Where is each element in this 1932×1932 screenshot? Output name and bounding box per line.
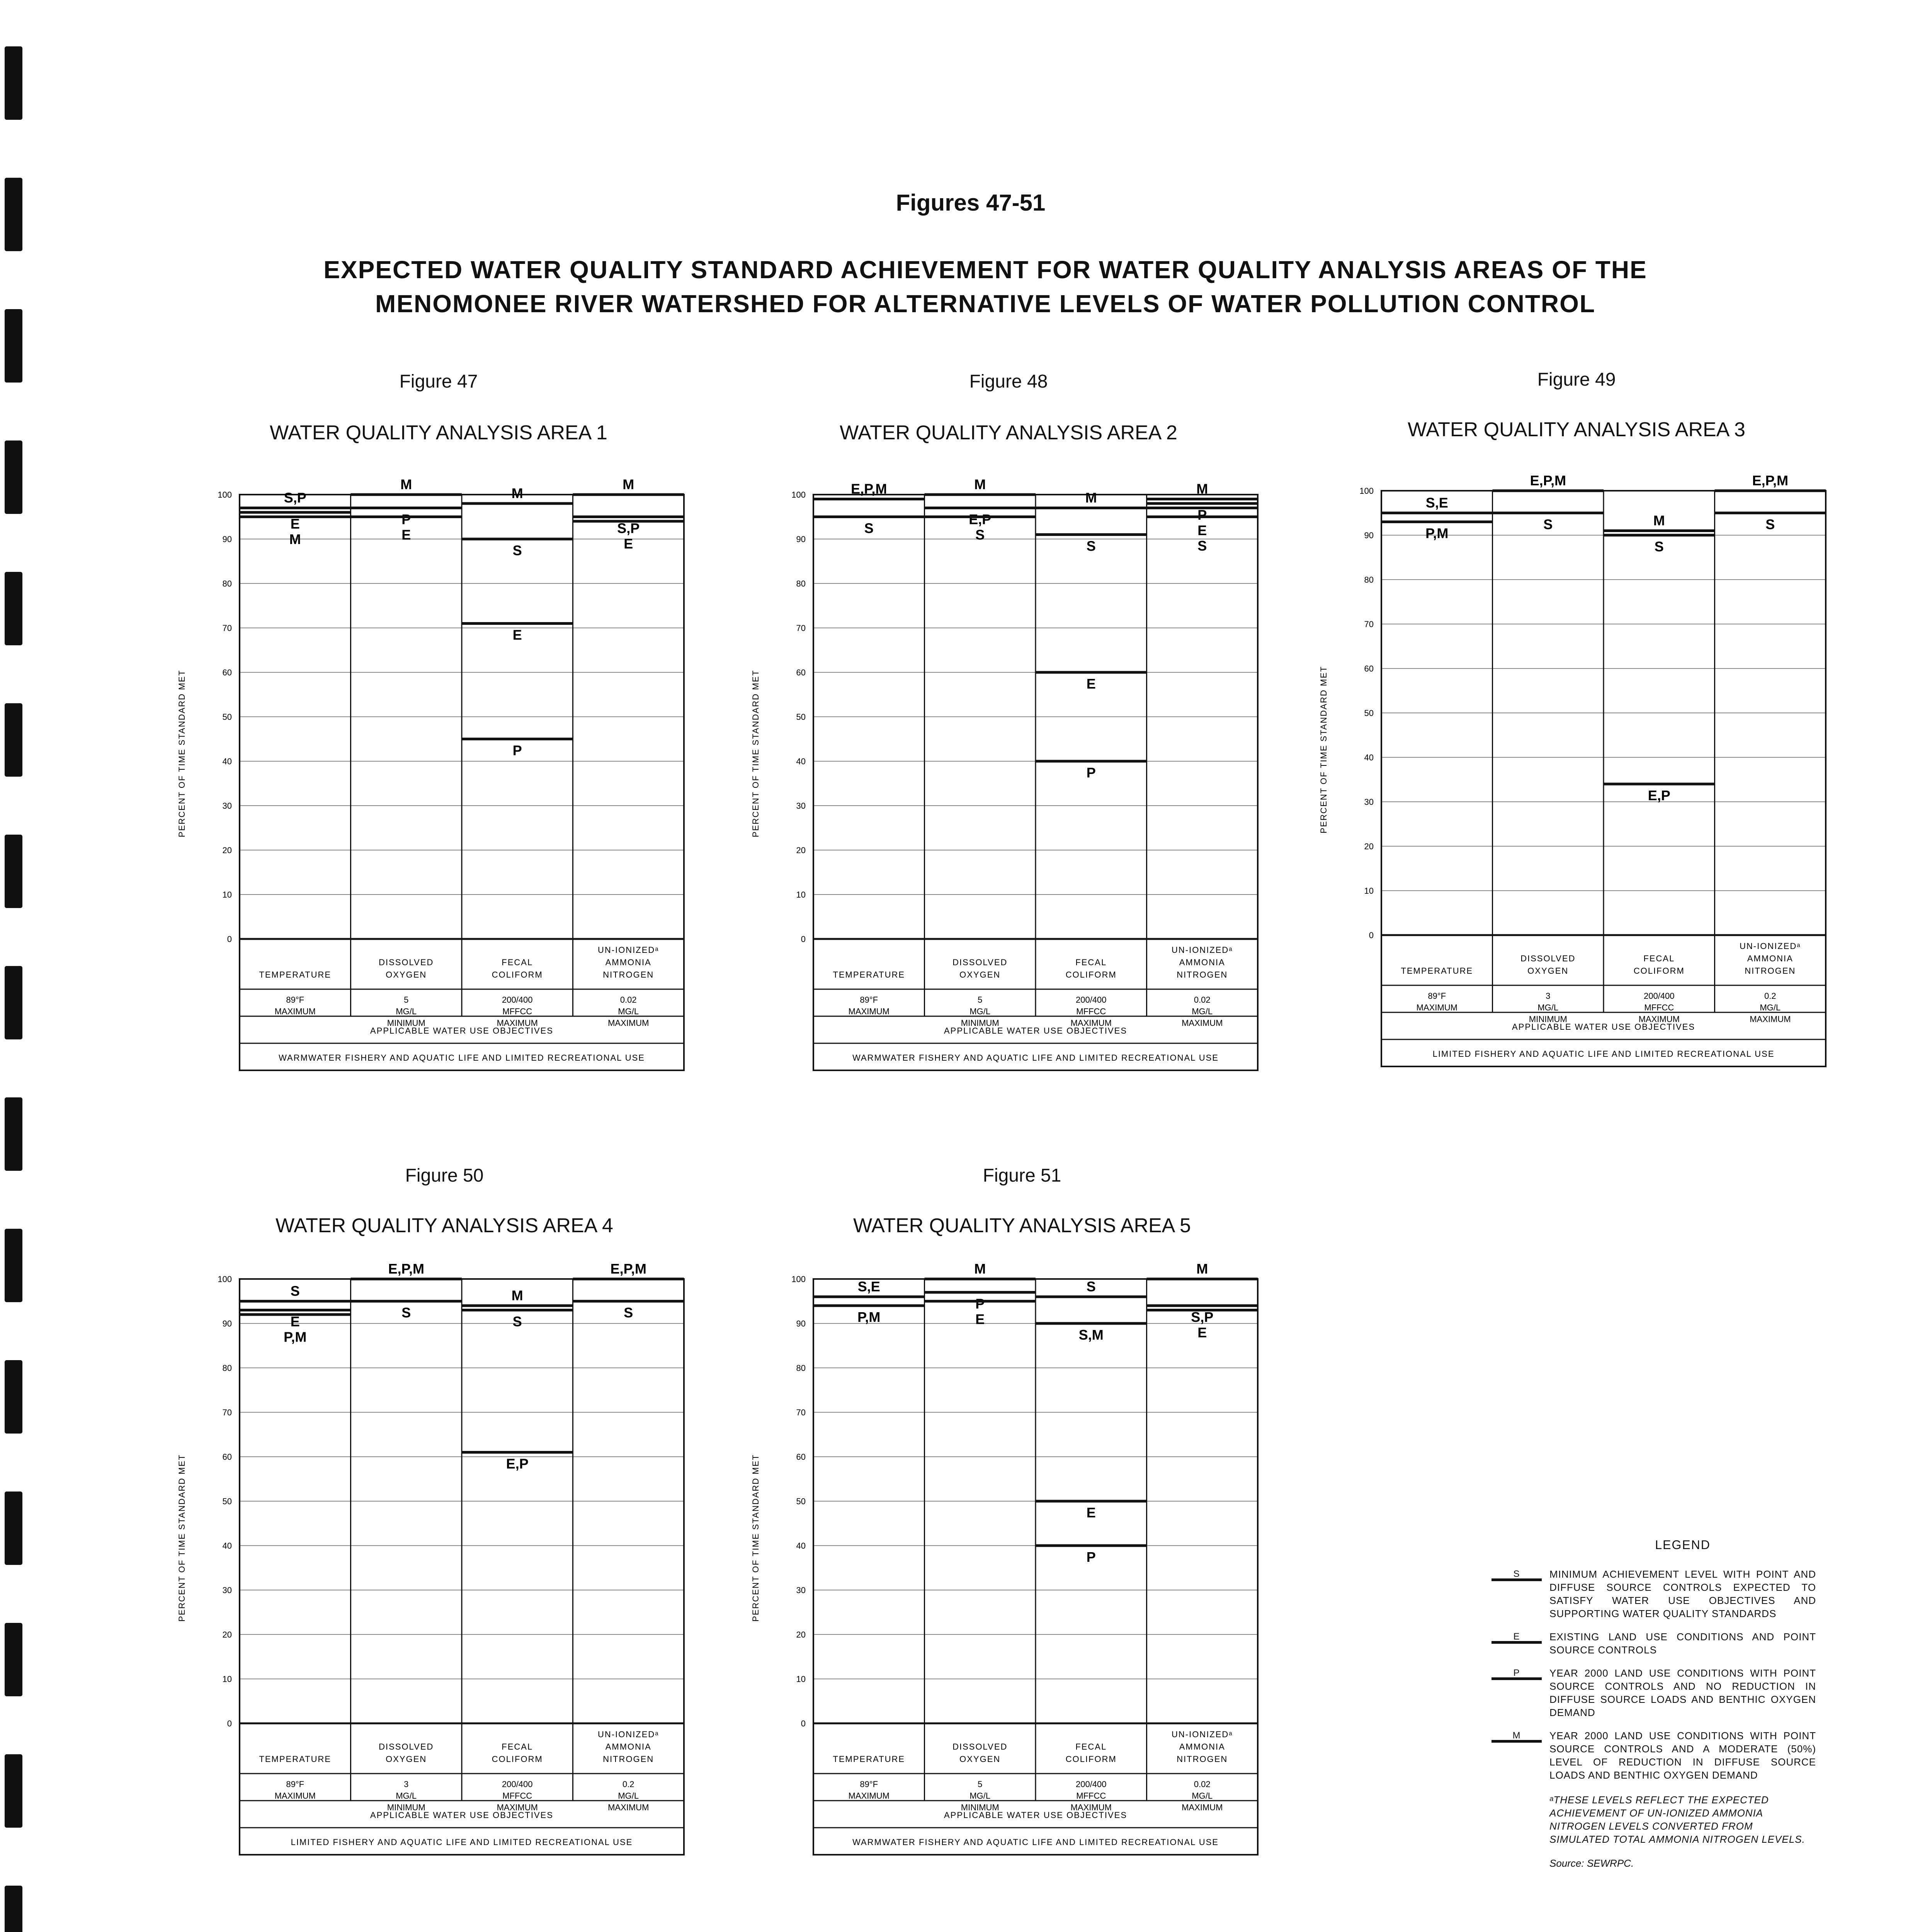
category-label: OXYGEN (386, 970, 427, 980)
objective-label: MG/L (1192, 1007, 1213, 1016)
level-label: S (512, 543, 522, 558)
objective-label: MG/L (1192, 1791, 1213, 1801)
category-label: TEMPERATURE (259, 970, 332, 980)
objective-label: 5 (978, 1779, 983, 1789)
binder-hole (5, 1097, 22, 1171)
category-label: NITROGEN (1177, 1754, 1228, 1764)
category-label: COLIFORM (492, 970, 543, 980)
footer-use-label: WARMWATER FISHERY AND AQUATIC LIFE AND LIMITED RECREATIONAL USE (852, 1053, 1219, 1063)
legend-symbol: S (1513, 1569, 1520, 1579)
footer-objectives-label: APPLICABLE WATER USE OBJECTIVES (370, 1810, 553, 1820)
binder-hole (5, 309, 22, 383)
objective-label: MAXIMUM (274, 1007, 316, 1016)
y-tick-label: 50 (222, 1497, 232, 1506)
legend-line-icon (1492, 1740, 1542, 1743)
footer-objectives-label: APPLICABLE WATER USE OBJECTIVES (370, 1026, 553, 1036)
level-label: M (974, 1261, 986, 1277)
legend-symbol: E (1513, 1631, 1520, 1642)
y-tick-label: 10 (1364, 886, 1374, 896)
objective-label: MINIMUM (1529, 1014, 1567, 1024)
objective-label: MAXIMUM (608, 1018, 649, 1028)
legend-source: Source: SEWRPC. (1549, 1857, 1634, 1869)
y-tick-label: 20 (796, 1630, 806, 1639)
level-label: E,P (969, 511, 992, 527)
binder-hole (5, 1623, 22, 1696)
category-label: UN-IONIZEDᵃ (597, 1730, 659, 1739)
y-tick-label: 20 (222, 1630, 232, 1639)
objective-label: 200/400 (502, 995, 533, 1005)
y-axis-label: PERCENT OF TIME STANDARD MET (177, 670, 187, 837)
y-tick-label: 0 (801, 1719, 806, 1728)
legend-title: LEGEND (1655, 1538, 1711, 1552)
level-label: E,P (506, 1456, 529, 1472)
figure-subtitle: WATER QUALITY ANALYSIS AREA 3 (1408, 418, 1745, 441)
footer-use-label: LIMITED FISHERY AND AQUATIC LIFE AND LIMITED RECREATIONAL USE (1432, 1049, 1775, 1059)
level-label: S (864, 520, 874, 536)
y-axis-label: PERCENT OF TIME STANDARD MET (751, 1454, 760, 1622)
objective-label: 89°F (1428, 991, 1446, 1001)
y-tick-label: 0 (227, 1719, 232, 1728)
level-label: E (512, 627, 522, 643)
main-title-line1: EXPECTED WATER QUALITY STANDARD ACHIEVEMENT FOR WATER QUALITY ANALYSIS AREAS OF THE (323, 256, 1647, 284)
category-label: UN-IONIZEDᵃ (1171, 945, 1233, 955)
objective-label: MINIMUM (387, 1018, 425, 1028)
main-title-line2: MENOMONEE RIVER WATERSHED FOR ALTERNATIVE LEVELS OF WATER POLLUTION CONTROL (375, 290, 1595, 318)
level-label: E (624, 536, 633, 552)
objective-label: MAXIMUM (1070, 1018, 1112, 1028)
objective-label: MG/L (969, 1007, 991, 1016)
level-label: S (1543, 516, 1553, 532)
y-tick-label: 0 (227, 934, 232, 944)
chart-area-5 (744, 1260, 1254, 1886)
y-tick-label: 90 (1364, 531, 1374, 540)
objective-label: MFFCC (1644, 1003, 1674, 1012)
y-tick-label: 80 (1364, 575, 1374, 585)
objective-label: MAXIMUM (1182, 1803, 1223, 1812)
figure-label: Figure 51 (983, 1165, 1061, 1186)
y-tick-label: 100 (791, 490, 806, 500)
category-label: UN-IONIZEDᵃ (1171, 1730, 1233, 1739)
binder-hole (5, 1754, 22, 1828)
category-label: NITROGEN (1177, 970, 1228, 980)
category-label: AMMONIA (1179, 957, 1225, 967)
level-label: P (975, 1296, 985, 1312)
level-label: E,P,M (610, 1261, 646, 1277)
y-tick-label: 10 (796, 890, 806, 900)
y-tick-label: 70 (796, 1408, 806, 1417)
category-label: FECAL (1643, 954, 1675, 963)
objective-label: MINIMUM (961, 1018, 999, 1028)
y-tick-label: 60 (222, 1452, 232, 1462)
objective-label: MG/L (1537, 1003, 1559, 1012)
level-label: P (401, 511, 411, 527)
y-tick-label: 20 (222, 845, 232, 855)
level-label: S,P (1191, 1309, 1214, 1325)
legend-text: YEAR 2000 LAND USE CONDITIONS WITH POINT SOURCE CONTROLS AND NO REDUCTION IN DIFFUSE SOURCE LOADS AND BENTHIC OXYGEN DEMAND (1549, 1667, 1816, 1718)
level-label: S,E (1425, 495, 1448, 511)
chart-area-2 (744, 475, 1254, 1101)
y-tick-label: 90 (796, 1319, 806, 1328)
figure-subtitle: WATER QUALITY ANALYSIS AREA 5 (853, 1214, 1191, 1237)
y-axis-label: PERCENT OF TIME STANDARD MET (1319, 666, 1328, 833)
objective-label: MAXIMUM (1182, 1018, 1223, 1028)
level-label: P (512, 742, 522, 759)
category-label: AMMONIA (1747, 954, 1793, 963)
y-tick-label: 30 (222, 1585, 232, 1595)
level-label: E (1086, 676, 1096, 692)
y-tick-label: 40 (796, 757, 806, 766)
chart-area-3 (1312, 471, 1822, 1097)
level-label: P,M (284, 1329, 307, 1345)
category-label: COLIFORM (1065, 970, 1117, 980)
y-tick-label: 10 (796, 1674, 806, 1684)
y-tick-label: 50 (796, 1497, 806, 1506)
objective-label: 200/400 (1643, 991, 1675, 1001)
level-label: E (401, 527, 411, 543)
level-label: S (975, 527, 985, 543)
level-label: M (1653, 512, 1665, 529)
level-label: E (1197, 522, 1207, 538)
y-tick-label: 20 (1364, 842, 1374, 851)
objective-label: MAXIMUM (848, 1007, 889, 1016)
y-tick-label: 10 (222, 890, 232, 900)
y-tick-label: 80 (222, 1363, 232, 1373)
level-label: S,E (857, 1279, 880, 1294)
objective-label: 89°F (286, 995, 304, 1005)
objective-label: 0.02 (1194, 995, 1211, 1005)
objective-label: 89°F (860, 995, 878, 1005)
objective-label: MAXIMUM (497, 1803, 538, 1812)
category-label: DISSOLVED (1520, 954, 1576, 963)
legend-item-s (1492, 1568, 1816, 1620)
objective-label: MAXIMUM (848, 1791, 889, 1801)
category-label: OXYGEN (959, 970, 1001, 980)
objective-label: 200/400 (502, 1779, 533, 1789)
figure-label: Figure 50 (405, 1165, 484, 1186)
category-label: AMMONIA (1179, 1742, 1225, 1752)
y-tick-label: 0 (1369, 930, 1374, 940)
category-label: COLIFORM (1633, 966, 1685, 976)
y-tick-label: 100 (1359, 486, 1374, 496)
binder-hole (5, 1886, 22, 1932)
category-label: UN-IONIZEDᵃ (597, 945, 659, 955)
category-label: AMMONIA (605, 1742, 651, 1752)
footer-use-label: WARMWATER FISHERY AND AQUATIC LIFE AND LIMITED RECREATIONAL USE (279, 1053, 645, 1063)
objective-label: MFFCC (1076, 1791, 1106, 1801)
level-label: S (1197, 538, 1207, 554)
category-label: UN-IONIZEDᵃ (1739, 941, 1801, 951)
level-label: M (400, 476, 412, 492)
category-label: DISSOLVED (952, 1742, 1008, 1752)
binder-hole (5, 440, 22, 514)
legend (1492, 1538, 1816, 1869)
legend-text: MINIMUM ACHIEVEMENT LEVEL WITH POINT AND DIFFUSE SOURCE CONTROLS EXPECTED TO SATISFY WATER USE OBJECTIVES AND SUPPORTING WATER QUALITY STANDARDS (1549, 1568, 1816, 1619)
level-label: M (974, 476, 986, 492)
y-tick-label: 40 (1364, 753, 1374, 762)
category-label: DISSOLVED (952, 957, 1008, 967)
y-tick-label: 30 (1364, 797, 1374, 807)
footer-objectives-label: APPLICABLE WATER USE OBJECTIVES (944, 1026, 1127, 1036)
objective-label: MINIMUM (387, 1803, 425, 1812)
legend-item-e (1492, 1630, 1816, 1656)
category-label: NITROGEN (603, 970, 654, 980)
y-tick-label: 0 (801, 934, 806, 944)
level-label: E (1086, 1505, 1096, 1520)
y-tick-label: 70 (1364, 619, 1374, 629)
y-tick-label: 30 (796, 1585, 806, 1595)
category-label: FECAL (1075, 1742, 1107, 1752)
y-tick-label: 80 (796, 579, 806, 588)
level-label: S (401, 1304, 411, 1321)
objective-label: MAXIMUM (1750, 1014, 1791, 1024)
y-tick-label: 90 (222, 1319, 232, 1328)
y-tick-label: 70 (222, 623, 232, 633)
y-axis-label: PERCENT OF TIME STANDARD MET (751, 670, 760, 837)
binder-hole (5, 835, 22, 908)
level-label: S (1086, 1279, 1096, 1294)
y-tick-label: 40 (222, 757, 232, 766)
category-label: AMMONIA (605, 957, 651, 967)
objective-label: MG/L (1760, 1003, 1781, 1012)
objective-label: MAXIMUM (608, 1803, 649, 1812)
y-tick-label: 50 (222, 712, 232, 722)
objective-label: MFFCC (502, 1791, 532, 1801)
footer-use-label: WARMWATER FISHERY AND AQUATIC LIFE AND LIMITED RECREATIONAL USE (852, 1837, 1219, 1847)
objective-label: MINIMUM (961, 1803, 999, 1812)
category-label: OXYGEN (1527, 966, 1569, 976)
legend-line-icon (1492, 1641, 1542, 1644)
level-label: E,P,M (1530, 473, 1566, 488)
chart-area-4 (170, 1260, 680, 1886)
y-axis-label: PERCENT OF TIME STANDARD MET (177, 1454, 187, 1622)
category-label: COLIFORM (1065, 1754, 1117, 1764)
legend-symbol: M (1512, 1730, 1521, 1741)
y-tick-label: 50 (1364, 708, 1374, 718)
level-label: M (289, 531, 301, 547)
legend-line-icon (1492, 1677, 1542, 1680)
objective-label: 3 (404, 1779, 409, 1789)
level-label: M (622, 476, 634, 492)
level-label: E,P (1648, 787, 1670, 803)
level-label: P,M (1425, 525, 1449, 541)
level-label: S (624, 1304, 633, 1321)
objective-label: MFFCC (1076, 1007, 1106, 1016)
legend-note: ᵃTHESE LEVELS REFLECT THE EXPECTED ACHIEVEMENT OF UN-IONIZED AMMONIA NITROGEN LEVELS CONVERTED FROM SIMULATED TOTAL AMMONIA NITROGEN LEVELS. (1549, 1794, 1805, 1845)
objective-label: 3 (1546, 991, 1551, 1001)
category-label: OXYGEN (959, 1754, 1001, 1764)
y-tick-label: 100 (218, 490, 232, 500)
legend-item-m (1492, 1729, 1816, 1782)
y-tick-label: 90 (222, 534, 232, 544)
y-tick-label: 60 (796, 1452, 806, 1462)
y-tick-label: 100 (218, 1274, 232, 1284)
binder-hole (5, 966, 22, 1039)
y-tick-label: 60 (222, 668, 232, 677)
footer-objectives-label: APPLICABLE WATER USE OBJECTIVES (944, 1810, 1127, 1820)
y-tick-label: 30 (222, 801, 232, 811)
level-label: M (1196, 481, 1208, 497)
objective-label: MAXIMUM (497, 1018, 538, 1028)
legend-symbol: P (1513, 1668, 1520, 1678)
binder-hole (5, 1360, 22, 1434)
y-tick-label: 60 (1364, 664, 1374, 673)
figure-label: Figure 49 (1537, 369, 1616, 390)
figure-subtitle: WATER QUALITY ANALYSIS AREA 4 (276, 1214, 613, 1237)
objective-label: MG/L (396, 1007, 417, 1016)
level-label: M (1085, 490, 1097, 506)
objective-label: 5 (978, 995, 983, 1005)
binder-hole (5, 1229, 22, 1302)
binder-hole (5, 46, 22, 120)
objective-label: MG/L (969, 1791, 991, 1801)
category-label: TEMPERATURE (1401, 966, 1473, 976)
y-tick-label: 40 (796, 1541, 806, 1551)
level-label: S (512, 1313, 522, 1330)
chart-area-1 (170, 475, 680, 1101)
category-label: OXYGEN (386, 1754, 427, 1764)
objective-label: 0.02 (1194, 1779, 1211, 1789)
legend-item-p (1492, 1667, 1816, 1719)
binder-hole (5, 572, 22, 645)
category-label: COLIFORM (492, 1754, 543, 1764)
y-tick-label: 80 (796, 1363, 806, 1373)
objective-label: MAXIMUM (1070, 1803, 1112, 1812)
y-tick-label: 100 (791, 1274, 806, 1284)
objective-label: 0.2 (1764, 991, 1776, 1001)
category-label: FECAL (502, 957, 533, 967)
y-tick-label: 70 (796, 623, 806, 633)
level-label: S (1654, 539, 1664, 554)
legend-text: YEAR 2000 LAND USE CONDITIONS WITH POINT SOURCE CONTROLS AND A MODERATE (50%) LEVEL OF REDUCTION IN DIFFUSE SOURCE LOADS AND BENTHIC OXYGEN DEMAND (1549, 1730, 1816, 1781)
figure-subtitle: WATER QUALITY ANALYSIS AREA 2 (840, 422, 1177, 444)
level-label: P (1197, 507, 1207, 523)
objective-label: MG/L (618, 1791, 639, 1801)
level-label: S,P (284, 490, 306, 506)
category-label: DISSOLVED (379, 1742, 434, 1752)
objective-label: 200/400 (1075, 995, 1107, 1005)
legend-line-icon (1492, 1578, 1542, 1581)
level-label: S (1086, 538, 1096, 554)
objective-label: 0.2 (622, 1779, 634, 1789)
category-label: FECAL (502, 1742, 533, 1752)
level-label: E (975, 1311, 985, 1327)
level-label: P (1086, 1549, 1096, 1565)
objective-label: 5 (404, 995, 409, 1005)
objective-label: MAXIMUM (274, 1791, 316, 1801)
figures-title: Figures 47-51 (896, 190, 1046, 216)
level-label: E,P,M (388, 1261, 424, 1277)
figure-label: Figure 47 (399, 371, 478, 392)
level-label: M (511, 1287, 523, 1303)
category-label: NITROGEN (603, 1754, 654, 1764)
binder-hole (5, 703, 22, 777)
objective-label: 89°F (860, 1779, 878, 1789)
level-label: M (511, 485, 523, 501)
category-label: FECAL (1075, 957, 1107, 967)
objective-label: MAXIMUM (1638, 1014, 1680, 1024)
objective-label: 200/400 (1075, 1779, 1107, 1789)
y-tick-label: 50 (796, 712, 806, 722)
objective-label: 0.02 (620, 995, 637, 1005)
level-label: S,M (1078, 1327, 1104, 1343)
category-label: DISSOLVED (379, 957, 434, 967)
level-label: P,M (857, 1309, 881, 1325)
category-label: NITROGEN (1745, 966, 1796, 976)
level-label: E,P,M (1752, 473, 1788, 488)
y-tick-label: 10 (222, 1674, 232, 1684)
figure-label: Figure 48 (969, 371, 1048, 392)
y-tick-label: 70 (222, 1408, 232, 1417)
footer-objectives-label: APPLICABLE WATER USE OBJECTIVES (1512, 1022, 1695, 1032)
level-label: E (1197, 1325, 1207, 1340)
level-label: E (290, 1313, 300, 1330)
y-tick-label: 60 (796, 668, 806, 677)
y-tick-label: 80 (222, 579, 232, 588)
level-label: S,P (617, 520, 640, 536)
level-label: E,P,M (851, 481, 887, 497)
binder-hole (5, 1492, 22, 1565)
figure-subtitle: WATER QUALITY ANALYSIS AREA 1 (270, 422, 607, 444)
level-label: E (290, 516, 300, 532)
y-tick-label: 30 (796, 801, 806, 811)
level-label: P (1086, 765, 1096, 781)
footer-use-label: LIMITED FISHERY AND AQUATIC LIFE AND LIMITED RECREATIONAL USE (291, 1837, 633, 1847)
y-tick-label: 40 (222, 1541, 232, 1551)
level-label: S (290, 1283, 300, 1299)
category-label: TEMPERATURE (259, 1754, 332, 1764)
objective-label: MAXIMUM (1416, 1003, 1458, 1012)
objective-label: MG/L (618, 1007, 639, 1016)
level-label: M (1196, 1261, 1208, 1277)
binder-strip (0, 0, 27, 1932)
category-label: TEMPERATURE (833, 1754, 905, 1764)
level-label: S (1765, 516, 1775, 532)
category-label: TEMPERATURE (833, 970, 905, 980)
objective-label: MG/L (396, 1791, 417, 1801)
y-tick-label: 20 (796, 845, 806, 855)
legend-text: EXISTING LAND USE CONDITIONS AND POINT SOURCE CONTROLS (1549, 1631, 1816, 1656)
objective-label: 89°F (286, 1779, 304, 1789)
y-tick-label: 90 (796, 534, 806, 544)
objective-label: MFFCC (502, 1007, 532, 1016)
